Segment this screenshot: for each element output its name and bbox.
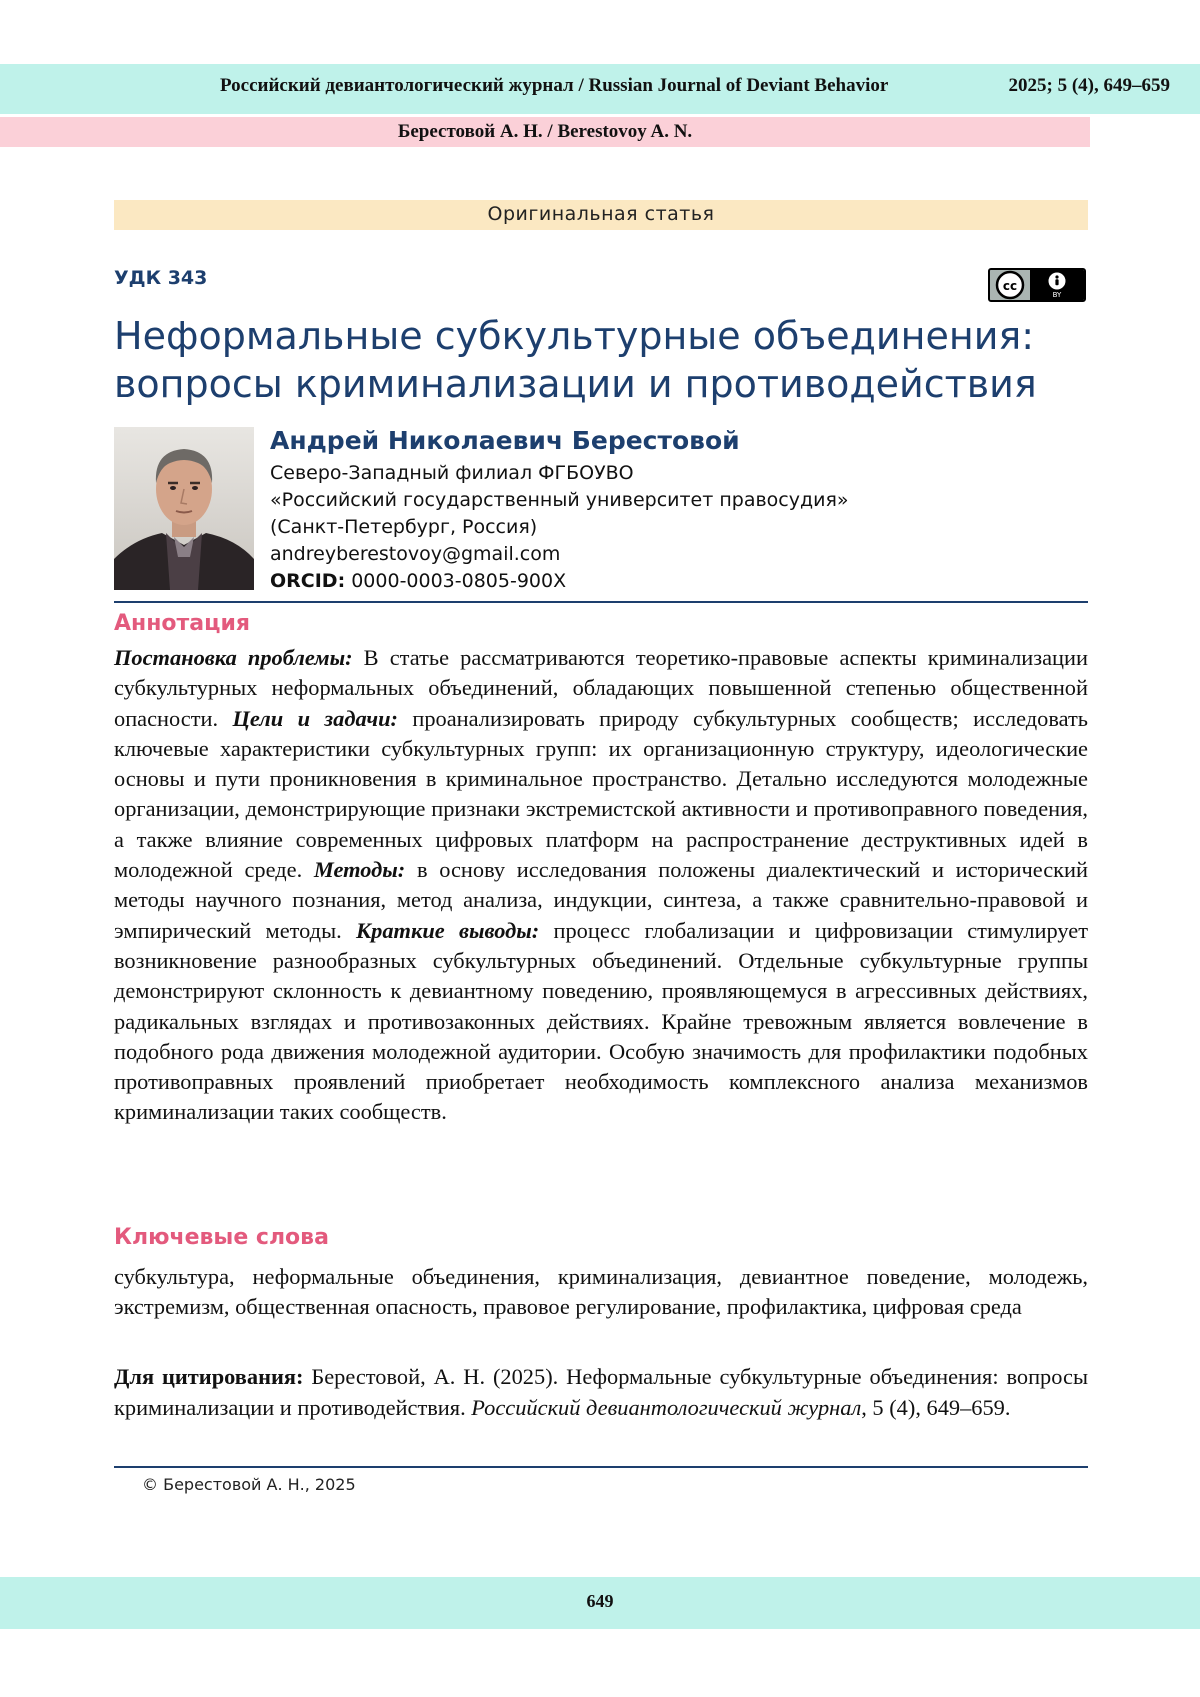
abstract-lead-methods: Методы: [313,857,406,883]
article-title-line-1: Неформальные субкультурные объединения: [114,314,1035,358]
abstract-lead-goals: Цели и задачи: [232,705,398,731]
keywords-text: субкультура, неформальные объединения, криминализация, девиантное поведение, молодежь, экстремизм, общественная опасность, правовое регулирование, профилактика, цифровая среда [114,1264,1088,1319]
author-photo [114,427,254,590]
running-author: Берестовой А. Н. / Berestovoy A. N. [397,121,693,142]
affiliation-line-3: (Санкт-Петербург, Россия) [270,516,538,538]
citation [114,1362,1088,1423]
citation-journal: Российский девиантологический журнал [471,1394,862,1420]
affiliation-line-2: «Российский государственный университет правосудия» [270,489,849,511]
author-orcid[interactable] [270,568,849,595]
page-number: 649 [586,1591,614,1611]
abstract-goals-text: проанализировать природу субкультурных сообществ; исследовать ключевые характеристики субкультурных групп: их организационную структуру, идеологические основы и пути проникновения в криминальное пространство. Детально исследуются молодежные организации, демонстрирующие признаки экстремистской активности и противоправного поведения, а также влияние современных цифровых платформ на распространение деструктивных идей в молодежной среде. [114,705,1088,883]
orcid-value: 0000-0003-0805-900X [345,570,567,592]
cc-by-license-badge[interactable] [988,268,1086,302]
abstract-lead-conclusions: Краткие выводы: [355,917,540,943]
citation-tail: , 5 (4), 649–659. [861,1394,1011,1420]
article-title [114,312,1094,408]
abstract-text [114,643,1088,1128]
divider-top [114,601,1088,603]
citation-text: Берестовой, А. Н. (2025). Неформальные субкультурные объединения: вопросы криминализации и противодействия. [114,1364,1088,1420]
abstract-conclusions-text: процесс глобализации и цифровизации стимулирует возникновение разнообразных субкультурных объединений. Отдельные субкультурные группы демонстрируют склонность к девиантному поведению, проявляющемуся в агрессивных действиях, радикальных взглядах и противозаконных действиях. Крайне тревожным является вовлечение в подобного рода движения молодежной аудитории. Особую значимость для профилактики подобных противоправных проявлений приобретает необходимость комплексного анализа механизмов криминализации таких сообществ. [114,917,1089,1125]
article-title-line-2: вопросы криминализации и противодействия [114,362,1037,406]
article-type: Оригинальная статья [487,203,715,225]
citation-label: Для цитирования: [114,1364,304,1389]
author-affiliation [270,460,849,595]
by-label: BY [1052,290,1062,299]
udk-code: УДК 343 [114,267,208,289]
journal-issue: 2025; 5 (4), 649–659 [1008,75,1170,96]
by-person-icon [1048,272,1066,290]
svg-text:cc: cc [1002,279,1018,293]
orcid-label: ORCID: [270,570,346,592]
author-name: Андрей Николаевич Берестовой [270,426,740,455]
author-email[interactable]: andreyberestovoy@gmail.com [270,543,561,565]
abstract-methods-text: в основу исследования положены диалектический и исторический методы научного познания, метод анализа, индукции, синтеза, а также сравнительно-правовой и эмпирический методы. [114,857,1089,943]
journal-title: Российский девиантологический журнал / Russian Journal of Deviant Behavior [220,75,889,96]
affiliation-line-1: Северо-Западный филиал ФГБОУВО [270,462,634,484]
keywords-heading: Ключевые слова [114,1225,329,1250]
divider-bottom [114,1466,1088,1468]
cc-icon [995,270,1025,300]
abstract-heading: Аннотация [114,611,250,636]
abstract-lead-problem: Постановка проблемы: [114,645,353,670]
copyright: © Берестовой А. Н., 2025 [142,1475,356,1494]
abstract-problem-text: В статье рассматриваются теоретико-правовые аспекты криминализации субкультурных неформальных объединений, обладающих повышенной степенью общественной опасности. [114,645,1088,731]
